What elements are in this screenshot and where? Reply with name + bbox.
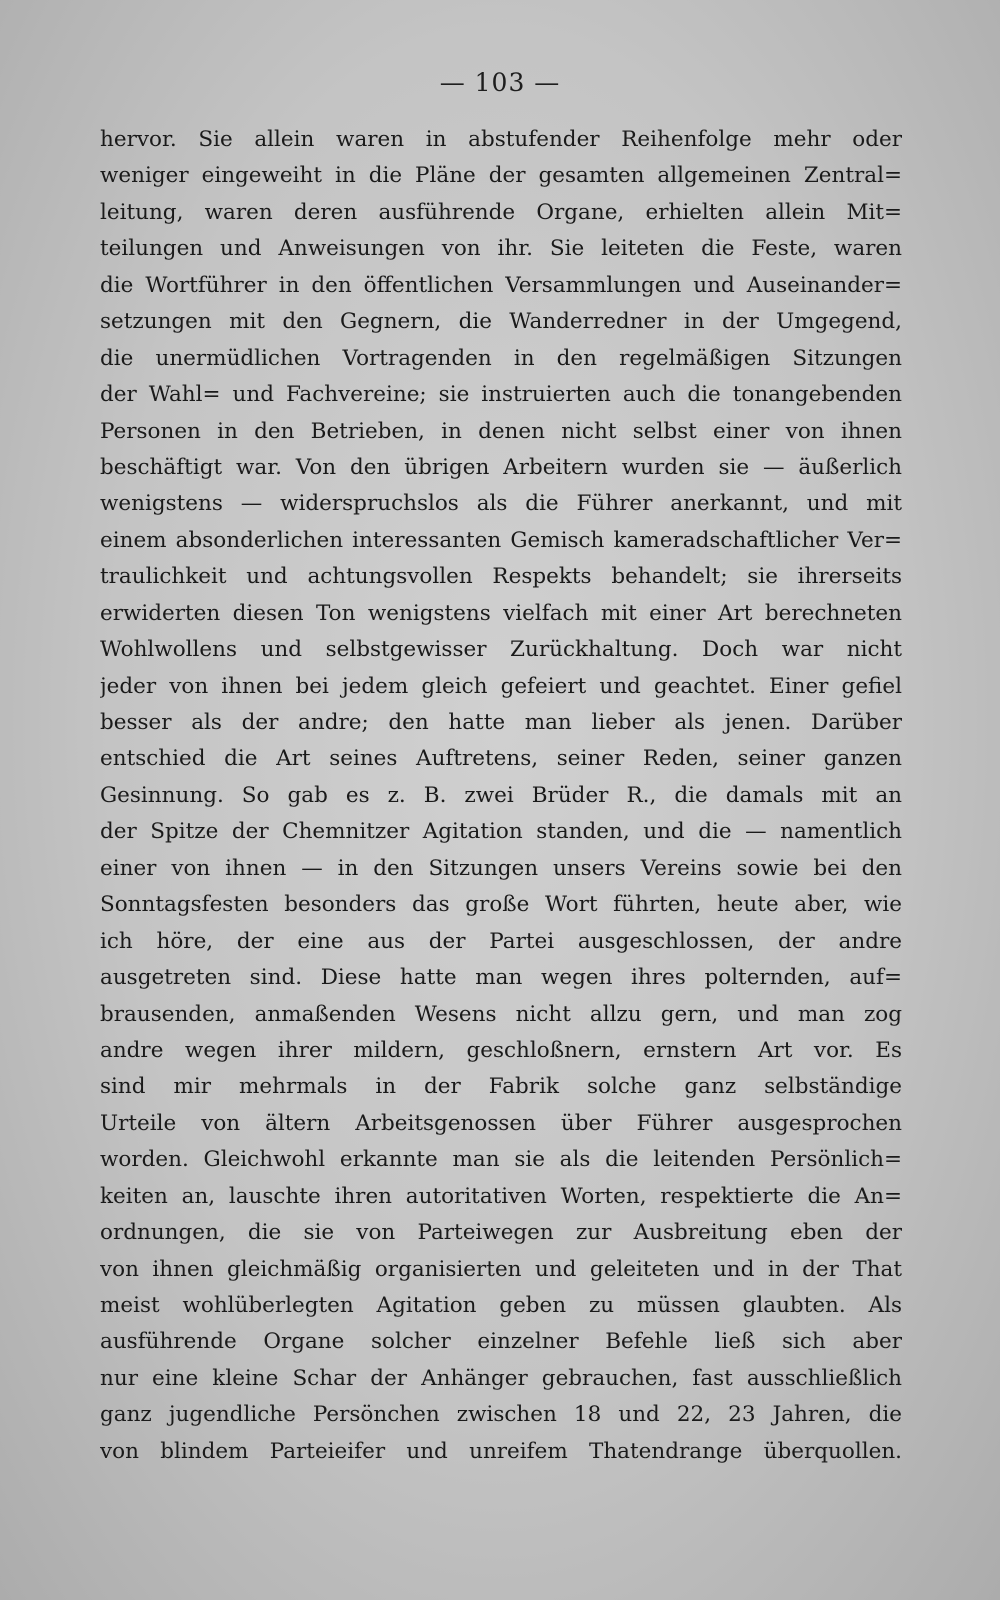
text-line: Gesinnung. So gab es z. B. zwei Brüder R., die damals mit an bbox=[100, 782, 902, 808]
text-line: Personen in den Betrieben, in denen nicht selbst einer von ihnen bbox=[100, 418, 902, 444]
text-line: traulichkeit und achtungsvollen Respekts behandelt; sie ihrerseits bbox=[100, 564, 902, 590]
text-line: wenigstens — widerspruchslos als die Führer anerkannt, und mit bbox=[100, 491, 902, 517]
page-number: — 103 — bbox=[439, 68, 561, 97]
text-line: brausenden, anmaßenden Wesens nicht allzu gern, und man zog bbox=[100, 1001, 902, 1027]
text-line: die Wortführer in den öffentlichen Versammlungen und Auseinander= bbox=[100, 272, 902, 298]
text-line: jeder von ihnen bei jedem gleich gefeiert und geachtet. Einer gefiel bbox=[100, 673, 902, 699]
text-line: einem absonderlichen interessanten Gemisch kameradschaftlicher Ver= bbox=[100, 527, 902, 553]
text-line: von ihnen gleichmäßig organisierten und geleiteten und in der That bbox=[100, 1256, 902, 1282]
text-line: einer von ihnen — in den Sitzungen unsers Vereins sowie bei den bbox=[100, 855, 902, 881]
text-line: von blindem Parteieifer und unreifem Thatendrange überquollen. bbox=[100, 1438, 902, 1464]
text-line: hervor. Sie allein waren in abstufender Reihenfolge mehr oder bbox=[100, 127, 902, 152]
text-line: ich höre, der eine aus der Partei ausgeschlossen, der andre bbox=[100, 928, 902, 954]
text-line: entschied die Art seines Auftretens, seiner Reden, seiner ganzen bbox=[100, 746, 902, 772]
text-line: nur eine kleine Schar der Anhänger gebrauchen, fast ausschließlich bbox=[100, 1365, 902, 1391]
text-line: Wohlwollens und selbstgewisser Zurückhaltung. Doch war nicht bbox=[100, 637, 902, 663]
text-line: ausführende Organe solcher einzelner Befehle ließ sich aber bbox=[100, 1329, 902, 1355]
text-line: beschäftigt war. Von den übrigen Arbeitern wurden sie — äußerlich bbox=[100, 454, 902, 480]
text-line: worden. Gleichwohl erkannte man sie als die leitenden Persönlich= bbox=[100, 1147, 902, 1173]
text-line: setzungen mit den Gegnern, die Wanderredner in der Umgegend, bbox=[100, 309, 902, 335]
text-line: andre wegen ihrer mildern, geschloßnern, ernstern Art vor. Es bbox=[100, 1037, 902, 1063]
text-line: sind mir mehrmals in der Fabrik solche ganz selbständige bbox=[100, 1074, 902, 1100]
text-line: meist wohlüberlegten Agitation geben zu müssen glaubten. Als bbox=[100, 1293, 902, 1318]
text-line: besser als der andre; den hatte man lieber als jenen. Darüber bbox=[100, 710, 902, 735]
text-line: ausgetreten sind. Diese hatte man wegen ihres polternden, auf= bbox=[100, 965, 902, 991]
text-line: Sonntagsfesten besonders das große Wort führten, heute aber, wie bbox=[100, 892, 902, 918]
body-text bbox=[100, 122, 902, 1470]
text-line: erwiderten diesen Ton wenigstens vielfach mit einer Art berechneten bbox=[100, 600, 902, 626]
text-line: der Spitze der Chemnitzer Agitation standen, und die — namentlich bbox=[100, 819, 902, 845]
text-line: Urteile von ältern Arbeitsgenossen über Führer ausgesprochen bbox=[100, 1110, 902, 1136]
text-line: keiten an, lauschte ihren autoritativen Worten, respektierte die An= bbox=[100, 1183, 902, 1209]
text-line: der Wahl= und Fachvereine; sie instruierten auch die tonangebenden bbox=[100, 382, 902, 408]
text-line: ordnungen, die sie von Parteiwegen zur Ausbreitung eben der bbox=[100, 1220, 902, 1246]
text-line: weniger eingeweiht in die Pläne der gesamten allgemeinen Zentral= bbox=[100, 163, 902, 189]
text-line: leitung, waren deren ausführende Organe, erhielten allein Mit= bbox=[100, 199, 902, 225]
text-line: die unermüdlichen Vortragenden in den regelmäßigen Sitzungen bbox=[100, 345, 902, 371]
text-line: ganz jugendliche Persönchen zwischen 18 und 22, 23 Jahren, die bbox=[100, 1402, 902, 1428]
text-line: teilungen und Anweisungen von ihr. Sie leiteten die Feste, waren bbox=[100, 236, 902, 262]
